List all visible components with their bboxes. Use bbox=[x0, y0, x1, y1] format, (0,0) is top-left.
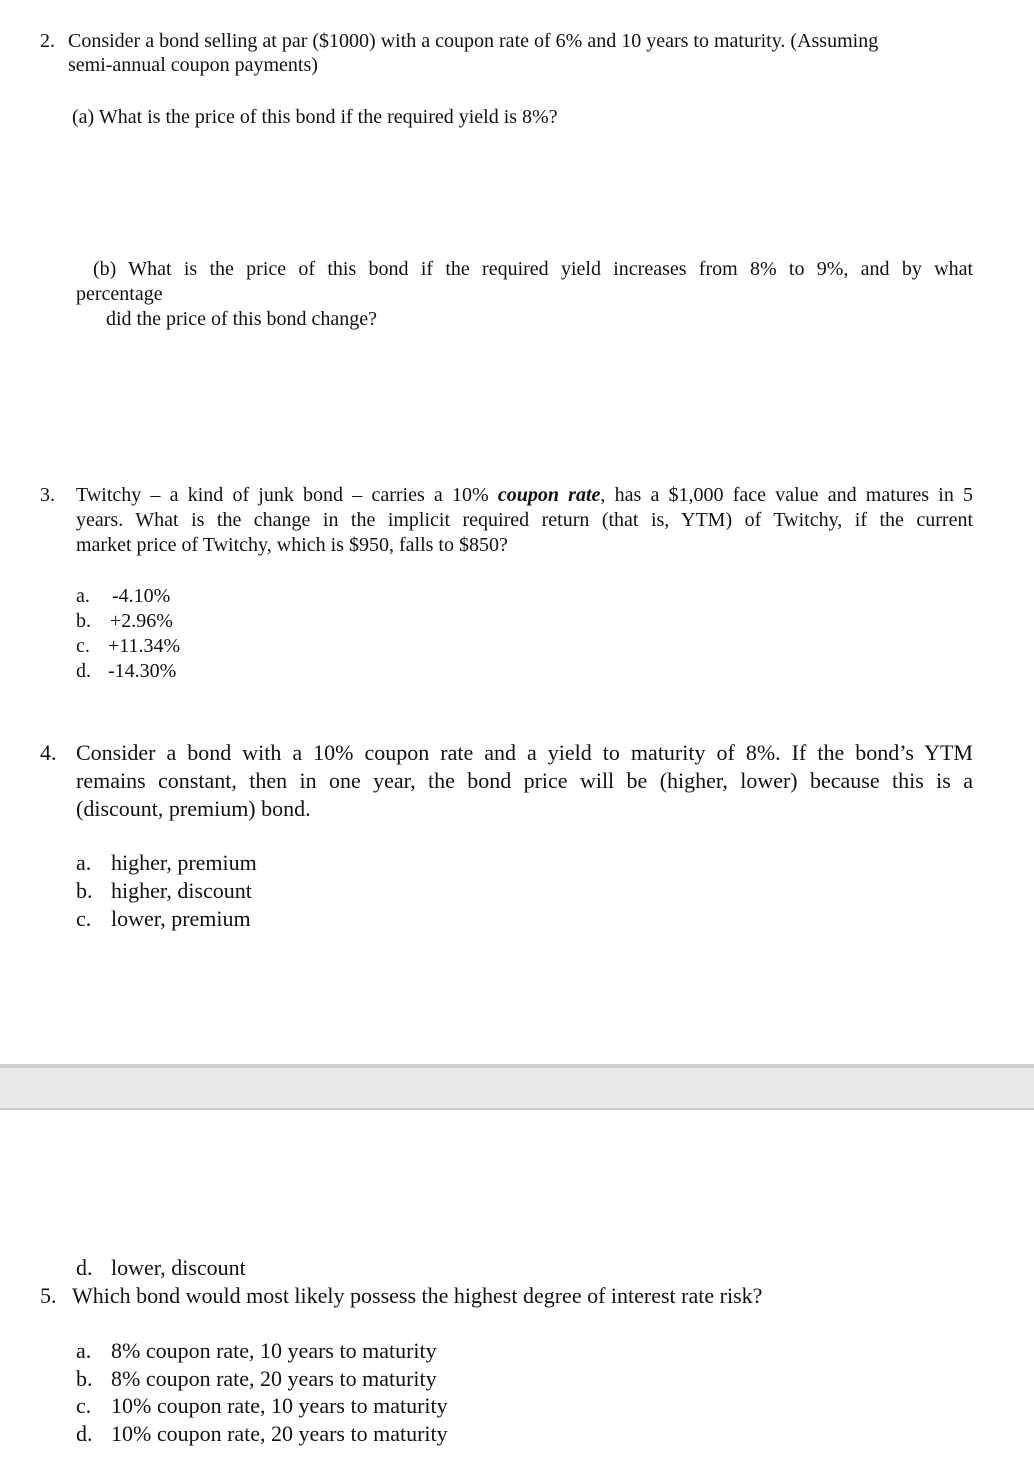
q3-text-line1 bbox=[76, 483, 973, 507]
q4-text-line3: (discount, premium) bond. bbox=[76, 796, 311, 821]
q3-number: 3. bbox=[40, 484, 55, 506]
q4-number: 4. bbox=[40, 740, 57, 765]
q4-option-c-letter: c. bbox=[76, 906, 92, 931]
q3-text-line1-pre: Twitchy – a kind of junk bond – carries a 10% bbox=[76, 484, 498, 506]
q4-option-c-text: lower, premium bbox=[111, 906, 251, 931]
q3-option-b-letter: b. bbox=[76, 610, 91, 632]
q5-number: 5. bbox=[40, 1283, 57, 1308]
q4-text-line2: remains constant, then in one year, the bond price will be (higher, lower) because this is a bbox=[76, 768, 973, 793]
q4-option-b-letter: b. bbox=[76, 878, 93, 903]
q2b-text-line2: percentage bbox=[76, 283, 163, 305]
q5-option-c-letter: c. bbox=[76, 1393, 92, 1418]
q5-option-b-letter: b. bbox=[76, 1366, 93, 1391]
q2-text-line1: Consider a bond selling at par ($1000) with a coupon rate of 6% and 10 years to maturity. (Assuming bbox=[68, 30, 879, 52]
q2a-text: (a) What is the price of this bond if the required yield is 8%? bbox=[72, 106, 558, 128]
q2b-text-line3: did the price of this bond change? bbox=[106, 308, 378, 330]
page-break-divider bbox=[0, 1064, 1034, 1110]
q4-option-a-text: higher, premium bbox=[111, 850, 257, 875]
q3-emphasis-coupon-rate: coupon rate bbox=[497, 484, 601, 506]
q3-option-a-letter: a. bbox=[76, 585, 90, 607]
q4-option-a-letter: a. bbox=[76, 850, 92, 875]
q3-option-c-text: +11.34% bbox=[108, 635, 181, 657]
q3-text-line3: market price of Twitchy, which is $950, falls to $850? bbox=[76, 534, 508, 556]
q4-text-line1: Consider a bond with a 10% coupon rate and a yield to maturity of 8%. If the bond’s YTM bbox=[76, 740, 973, 765]
q3-option-d-text: -14.30% bbox=[108, 660, 177, 682]
q5-option-d-text: 10% coupon rate, 20 years to maturity bbox=[111, 1421, 448, 1446]
q4-option-b-text: higher, discount bbox=[111, 878, 252, 903]
q4-option-d-text: lower, discount bbox=[111, 1255, 246, 1280]
q4-option-d-letter: d. bbox=[76, 1255, 93, 1280]
q5-option-b-text: 8% coupon rate, 20 years to maturity bbox=[111, 1366, 437, 1391]
q3-text-line2: years. What is the change in the implicit required return (that is, YTM) of Twitchy, if the current bbox=[76, 509, 973, 531]
q3-text-line1-post: , has a $1,000 face value and matures in 5 bbox=[600, 484, 974, 506]
q3-option-d-letter: d. bbox=[76, 660, 91, 682]
q2-number: 2. bbox=[40, 30, 55, 52]
q5-option-d-letter: d. bbox=[76, 1421, 93, 1446]
q2-text-line2: semi-annual coupon payments) bbox=[68, 54, 318, 76]
q5-option-a-text: 8% coupon rate, 10 years to maturity bbox=[111, 1338, 437, 1363]
q5-option-a-letter: a. bbox=[76, 1338, 92, 1363]
q2b-text-line1: (b) What is the price of this bond if the required yield increases from 8% to 9%, and by what bbox=[93, 258, 973, 280]
q3-option-c-letter: c. bbox=[76, 635, 90, 657]
q5-option-c-text: 10% coupon rate, 10 years to maturity bbox=[111, 1393, 448, 1418]
q3-option-b-text: +2.96% bbox=[110, 610, 173, 632]
q5-text-line1: Which bond would most likely possess the highest degree of interest rate risk? bbox=[72, 1283, 763, 1308]
q3-option-a-text: -4.10% bbox=[112, 585, 171, 607]
